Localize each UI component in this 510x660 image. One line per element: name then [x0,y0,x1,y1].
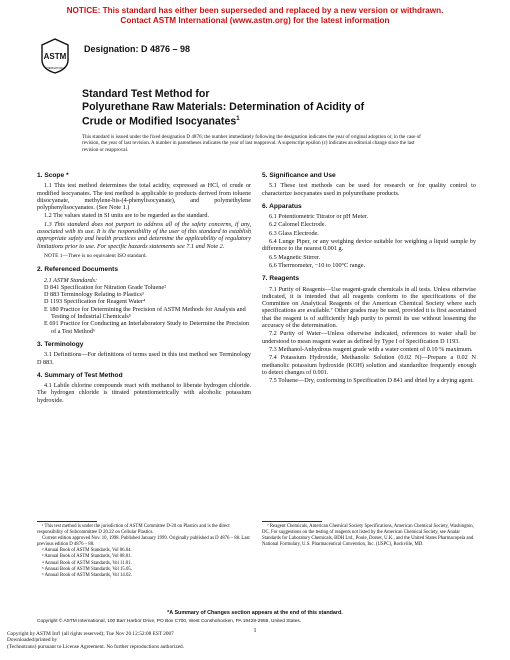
apparatus-6-3: 6.3 Glass Electrode. [269,229,319,237]
notice-banner [0,6,510,26]
scope-1-1: 1.1 This test method determines the total acidity, expressed as HCl, of crude or modified isocyanates. The test method is applicable to products derived from toluene diisocyanate, methylene-bis-(4-phenylisocyanate), and polymethylene polyphenylisocyanates. (See Note 1.) [37,182,251,212]
astm-standards-label: 2.1 ASTM Standards: [44,276,98,284]
title-line-1: Standard Test Method for [82,88,210,100]
left-column [37,172,251,405]
footnotes-right [262,524,476,548]
footnote: ⁶ Annual Book of ASTM Standards, Vol 14.02. [42,572,132,578]
reagents-7-1: 7.1 Purity of Reagents—Use reagent-grade chemicals in all tests. Unless otherwise indicated, it is intended that all reagents conform to the specifications of the Committee on Analytical Reagents of the American Chemical Society where such specifications are available.⁷ Other grades may be used, provided it is first ascertained that the reagent is of sufficiently high purity to permit its use without lessening the accuracy of the determination. [262,285,476,330]
reagents-7-2: 7.2 Purity of Water—Unless otherwise indicated, references to water shall be understood to mean reagent water as defined by Type I of Specification D 1193. [262,330,476,345]
document-title [82,88,462,128]
designation: Designation: D 4876 – 98 [84,44,191,54]
section-summary-heading: 4. Summary of Test Method [37,371,123,379]
astm-logo-icon [40,38,70,74]
reference-d841: D 841 Specification for Nitration Grade Toluene² [44,283,166,291]
footnote: Current edition approved Nov. 10, 1998. Published January 1999. Originally published as D 4876 – 88. Last previous edition D 4876 – 88. [37,536,250,548]
svg-text:INTERNATIONAL: INTERNATIONAL [44,67,66,70]
section-apparatus-heading: 6. Apparatus [262,202,302,210]
scope-1-3: 1.3 This standard does not purport to address all of the safety concerns, if any, associated with its use. It is the responsibility of the user of this standard to establish appropriate safety and health practices and determine the applicability of regulatory limitations prior to use. For specific hazards statements see 7.1 and Note 2. [37,220,251,250]
section-significance-heading: 5. Significance and Use [262,172,336,179]
stamp-line-2: Downloaded/printed by [7,637,58,644]
footnote: ³ Annual Book of ASTM Standards, Vol 08.01. [42,554,132,560]
footnotes-left [37,524,251,579]
reference-e180: E 180 Practice for Determining the Precision of ASTM Methods for Analysis and Testing of Industrial Chemicals⁵ [44,305,246,321]
footnote-rule-left [37,521,97,522]
note-1: NOTE 1—There is no equivalent ISO standard. [44,252,147,259]
footnote-rule-right [262,521,322,522]
section-terminology-heading: 3. Terminology [37,340,84,348]
notice-line-2: Contact ASTM International (www.astm.org) for the latest information [120,16,390,25]
notice-line-1: NOTICE: This standard has either been superseded and replaced by a new version or withdrawn. [66,6,444,15]
summary-4-1: 4.1 Labile chlorine compounds react with methanol to liberate hydrogen chloride. The hydrogen chloride is titrated potentiometrically with alcoholic potassium hydroxide. [37,382,251,404]
reference-d1193: D 1193 Specification for Reagent Water⁴ [44,298,146,306]
copyright-line: Copyright © ASTM International, 100 Barr Harbor Drive, PO Box C700, West Conshohocken, PA 19428-2959, United States. [37,619,302,624]
summary-of-changes-note: *A Summary of Changes section appears at the end of this standard. [167,610,343,616]
page-number: 1 [253,628,257,634]
reagents-7-4: 7.4 Potassium Hydroxide, Methanolic Solution (0.02 N)—Prepare a 0.02 N methanolic potassium hydroxide (KOH) solution and standardize frequently enough to detect changes of 0.001. [262,354,476,376]
stamp-line-3: (Technotrans) pursuant to License Agreement. No further reproductions authorized. [7,643,185,650]
reagents-7-5: 7.5 Toluene—Dry, conforming to Specification D 841 and dried by a drying agent. [269,377,474,385]
scope-1-2: 1.2 The values stated in SI units are to be regarded as the standard. [44,212,210,220]
stamp-line-1: Copyright by ASTM Int'l (all rights reserved); Tue Nov 20 12:52:08 EST 2007 [7,631,174,637]
significance-5-1: 5.1 These test methods can be used for research or for quality control to characterize isocyanates used in polyurethane products. [262,182,476,197]
section-scope-heading: 1. Scope * [37,172,69,179]
footnote: ⁴ Annual Book of ASTM Standards, Vol 11.01. [42,560,132,566]
right-column [262,172,476,385]
apparatus-6-5: 6.5 Magnetic Stirrer. [269,253,321,261]
title-line-2: Polyurethane Raw Materials: Determination of Acidity of [82,100,365,113]
reference-e691: E 691 Practice for Conducting an Interlaboratory Study to Determine the Precision of a Test Method⁶ [44,320,249,335]
footnote: ² Annual Book of ASTM Standards, Vol 06.04. [42,548,132,554]
footnote: ⁵ Annual Book of ASTM Standards, Vol 15.05. [42,566,132,572]
apparatus-6-6: 6.6 Thermometer, −10 to 100°C range. [269,261,365,269]
section-referenced-documents-heading: 2. Referenced Documents [37,266,118,274]
footnote: ⁷ Reagent Chemicals, American Chemical Society Specifications, American Chemical Society, Washington, DC. For suggestions on the testing of reagents not listed by the American Chemical Society, see Analar Standards for Laboratory Chemicals, BDH Ltd., Poole, Dorset, U.K., and the United States Pharmacopeia and National Formulary, U.S. Pharmaceutical Convention, Inc. (USPC), Rockville, MD. [262,524,474,548]
apparatus-6-4: 6.4 Lunge Piper, or any weighing device suitable for weighing a liquid sample by difference to the nearest 0.001 g. [262,238,476,253]
svg-text:ASTM: ASTM [43,52,67,61]
apparatus-6-1: 6.1 Potentiometric Titrator or pH Meter. [269,213,369,221]
reagents-7-3: 7.3 Methanol-Anhydrous reagent grade with a water content of 0.10 % maximum. [269,345,473,353]
footnote: ¹ This test method is under the jurisdiction of ASTM Committee D-20 on Plastics and is the direct responsibility of Subcommittee D 20.22 on Cellular Plastics. [37,524,230,536]
intro-paragraph: This standard is issued under the fixed designation D 4876; the number immediately following the designation indicates the year of original adoption or, in the case of revision, the year of last revision. A number in parentheses indicates the year of last reapproval. A superscript epsilon (ε) indicates an editorial change since the last revision or reapproval. [82,134,421,153]
apparatus-6-2: 6.2 Calomel Electrode. [269,221,327,229]
section-reagents-heading: 7. Reagents [262,275,300,283]
title-footnote-mark: 1 [236,116,240,123]
title-line-3: Crude or Modified Isocyanates [82,115,237,128]
terminology-3-1: 3.1 Definitions—For definitions of terms used in this test method see Terminology D 883. [37,351,251,366]
license-stamp [7,631,337,650]
reference-d883: D 883 Terminology Relating to Plastics³ [44,291,144,299]
